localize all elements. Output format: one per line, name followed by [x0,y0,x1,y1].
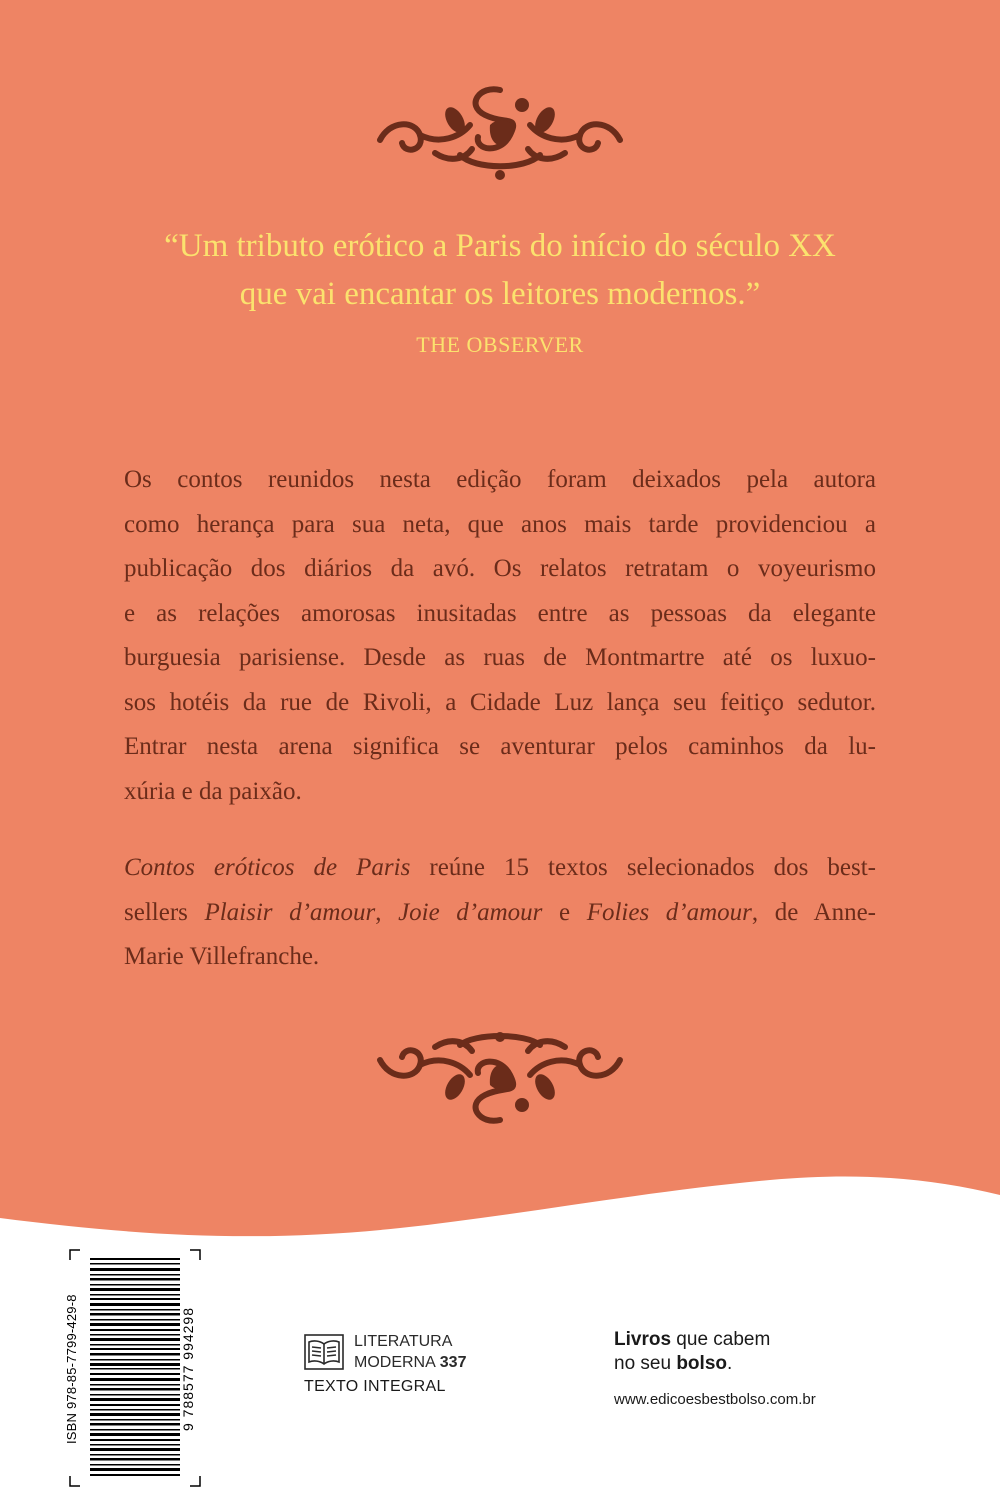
series-name: MODERNA [354,1354,436,1371]
open-book-icon [304,1334,344,1370]
ornament-scroll-icon [360,1025,640,1135]
synopsis-line: sos hotéis da rue de Rivoli, a Cidade Luz lança seu feitiço sedutor. [124,688,876,716]
synopsis-line: como herança para sua neta, que anos mais tarde providenciou a [124,510,876,538]
tagline-line [614,1352,770,1376]
tagline-line [614,1328,770,1352]
series-number: 337 [439,1354,467,1371]
isbn-label: ISBN 978-85-7799-429-8 [64,1294,79,1444]
synopsis-text: e [542,898,587,926]
ornament-scroll-icon [360,75,640,185]
synopsis-text: reúne 15 textos selecionados dos best- [410,854,876,881]
tagline-text: que cabem [671,1329,771,1350]
barcode-bars [90,1258,180,1476]
synopsis-line: e as relações amorosas inusitadas entre as pessoas da elegante [124,599,876,627]
synopsis-line: xúria e da paixão. [124,777,302,805]
quote-attribution: THE OBSERVER [416,332,584,357]
synopsis-line: burguesia parisiense. Desde as ruas de Montmartre até os luxuo- [124,644,876,671]
book-title: Plaisir d’amour [204,898,376,926]
synopsis-line: Entrar nesta arena significa se aventurar pelos caminhos da lu- [124,733,876,760]
synopsis-text: , [375,898,399,926]
synopsis-text: , de Anne- [751,898,876,926]
synopsis-text: sellers [124,898,205,926]
texto-integral-label: TEXTO INTEGRAL [304,1378,446,1395]
series-line: LITERATURA [354,1333,453,1350]
synopsis-line [124,891,876,936]
synopsis-line: Marie Villefranche. [124,943,320,970]
publisher-tagline [614,1328,770,1376]
tagline-text: no seu [614,1353,677,1374]
series-label [354,1331,466,1373]
tagline-text: . [727,1353,733,1374]
book-title: Contos eróticos de Paris [124,854,411,881]
synopsis-line [124,846,876,891]
synopsis [124,458,876,980]
publisher-website: www.edicoesbestbolso.com.br [614,1391,816,1408]
synopsis-line: publicação dos diários da avó. Os relatos retratam o voyeurismo [124,555,876,582]
tagline-bold: Livros [614,1329,672,1350]
tagline-bold: bolso [676,1353,727,1374]
book-title: Folies d’amour [586,898,752,926]
series-line [354,1352,466,1373]
quote [80,222,920,318]
ean-number: 9 788577 994298 [180,1307,196,1431]
quote-line: “Um tributo erótico a Paris do início do século XX [164,228,836,264]
quote-line: que vai encantar os leitores modernos.” [239,276,761,312]
book-title: Joie d’amour [398,898,543,926]
synopsis-line: Os contos reunidos nesta edição foram deixados pela autora [124,466,876,493]
